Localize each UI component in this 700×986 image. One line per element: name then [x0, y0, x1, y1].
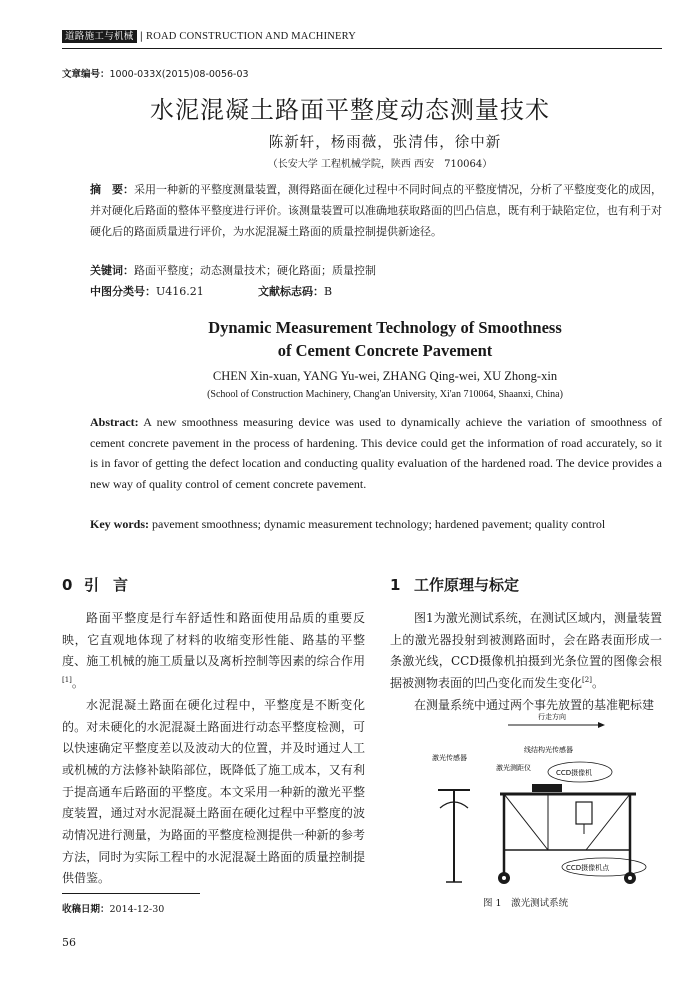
direction-label: 行走方向: [538, 713, 566, 721]
wheel-right-hub: [628, 876, 632, 880]
right-column-body: [390, 608, 662, 717]
ccd-camera-body: [576, 802, 592, 824]
laser-range-finder: [532, 784, 562, 792]
intro-p1-end: 。: [71, 676, 84, 691]
abstract-en-label: Abstract:: [90, 415, 139, 429]
principle-p1-text: 图1为激光测试系统，在测试区域内，测量装置上的激光器投射到被测路面时，会在路表面形成一条激光线，CCD摄像机拍摄到光条位置的图像会根据被测物表面的凹凸变化而发生变化: [390, 611, 662, 691]
ccd-label: CCD摄像机: [556, 769, 593, 777]
cart-brace-left: [504, 794, 548, 850]
classification-value: U416.21: [156, 285, 204, 298]
laser-range-label: 激光测距仪: [496, 764, 531, 772]
authors-en: CHEN Xin-xuan, YANG Yu-wei, ZHANG Qing-wei, XU Zhong-xin: [212, 369, 558, 383]
document-code-label: 文献标志码：: [258, 285, 324, 298]
header-separator: |: [139, 30, 143, 42]
section-1-number: 1: [390, 576, 401, 594]
article-number-label: 文章编号：: [62, 69, 110, 80]
citation-2: [2]: [582, 676, 592, 685]
received-date: [62, 901, 164, 915]
running-header: [62, 29, 356, 43]
figure-1-caption: 图 1 激光测试系统: [483, 898, 569, 909]
document-code: [258, 283, 332, 299]
title-en: [0, 316, 700, 362]
journal-name-cn: 道路施工与机械: [62, 30, 137, 43]
page-number: 56: [62, 936, 76, 949]
affiliation-cn: （长安大学 工程机械学院，陕西 西安 710064）: [267, 159, 493, 170]
classification-label: 中图分类号：: [90, 285, 156, 298]
section-0-heading: [62, 574, 142, 595]
title-en-line1: Dynamic Measurement Technology of Smoothness: [208, 318, 562, 337]
header-rule: [62, 48, 662, 49]
footnote-rule: [62, 893, 200, 894]
classification: [90, 283, 204, 299]
left-column-body: [62, 608, 365, 890]
direction-arrow-head: [598, 722, 605, 728]
affiliation-en: (School of Construction Machinery, Chang'an University, Xi'an 710064, Shaanxi, China): [207, 389, 563, 400]
section-1-heading: [390, 574, 519, 595]
intro-paragraph-1: [62, 608, 365, 695]
title-cn: 水泥混凝土路面平整度动态测量技术: [150, 96, 550, 124]
abstract-cn-text: 采用一种新的平整度测量装置，测得路面在硬化过程中不同时间点的平整度情况，分析了平整度变化的成因，并对硬化后路面的整体平整度进行评价。该测量装置可以准确地获取路面的凹凸信息，既有利于缺陷定位，也有利于对硬化后的路面质量进行评价，为水泥混凝土路面的质量控制提供新途径。: [90, 183, 662, 238]
abstract-en-text: A new smoothness measuring device was used to dynamically achieve the variation of smoothness of cement concrete pavement in the process of hardening. This device could get the information of road accurately, so it is in favor of getting the defect location and conducting quality evaluation of the hardened road. The device provides a new way of quality control of cement concrete pavement.: [90, 415, 662, 491]
section-0-title: 引言: [84, 576, 143, 594]
intro-p1-text: 路面平整度是行车舒适性和路面使用品质的重要反映，它直观地体现了材料的收缩变形性能、路基的平整度、施工机械的施工质量以及离析控制等因素的综合作用: [62, 611, 365, 669]
intro-paragraph-2: 水泥混凝土路面在硬化过程中，平整度是不断变化的。对未硬化的水泥混凝土路面进行动态平整度检测，可以快速确定平整度差以及波动大的位置，并及时通过人工或机械的方法修补缺陷部位，既降低了施工成本，又有利于提高通车后路面的平整度。本文采用一种新的激光平整度装置，通过对水泥混凝土路面在硬化过程中平整度的波动情况进行测量，为路面的平整度检测提供一种新的参考方法，同时为实际工程中的水泥混凝土路面的质量控制提供借鉴。: [62, 697, 365, 886]
keywords-cn-text: 路面平整度；动态测量技术；硬化路面；质量控制: [134, 264, 376, 277]
journal-name-en: ROAD CONSTRUCTION AND MACHINERY: [145, 30, 357, 42]
principle-paragraph-1: [390, 608, 662, 695]
section-1-title: 工作原理与标定: [414, 576, 520, 594]
keywords-cn: [90, 262, 662, 278]
title-en-line2: of Cement Concrete Pavement: [277, 341, 493, 360]
received-date-value: 2014-12-30: [109, 904, 165, 915]
principle-p1-end: 。: [591, 676, 604, 691]
authors-cn: 陈新轩，杨雨薇，张清伟，徐中新: [268, 135, 502, 151]
abstract-cn-label: 摘 要：: [90, 183, 134, 196]
abstract-cn: [90, 179, 662, 242]
figure-1-laser-test-system: [430, 710, 662, 888]
laser-sensor-label: 激光传感器: [432, 754, 467, 762]
keywords-en-label: Key words:: [90, 517, 149, 531]
line-sensor-label: 线结构光传感器: [524, 746, 573, 754]
ccd-mount-label: CCD摄像机点: [566, 864, 610, 872]
received-date-label: 收稿日期：: [62, 904, 110, 915]
citation-1: [1]: [62, 676, 72, 685]
keywords-en-text: pavement smoothness; dynamic measurement technology; hardened pavement; quality control: [152, 517, 606, 531]
article-number: [62, 66, 249, 80]
keywords-en: [90, 514, 662, 535]
principle-paragraph-2: 在测量系统中通过两个事先放置的基准靶标建: [414, 697, 655, 712]
document-code-value: B: [324, 285, 333, 298]
abstract-en: [90, 412, 662, 494]
wheel-left-hub: [502, 876, 506, 880]
section-0-number: 0: [62, 576, 73, 594]
keywords-cn-label: 关键词：: [90, 264, 134, 277]
article-number-value: 1000-033X(2015)08-0056-03: [109, 69, 249, 80]
